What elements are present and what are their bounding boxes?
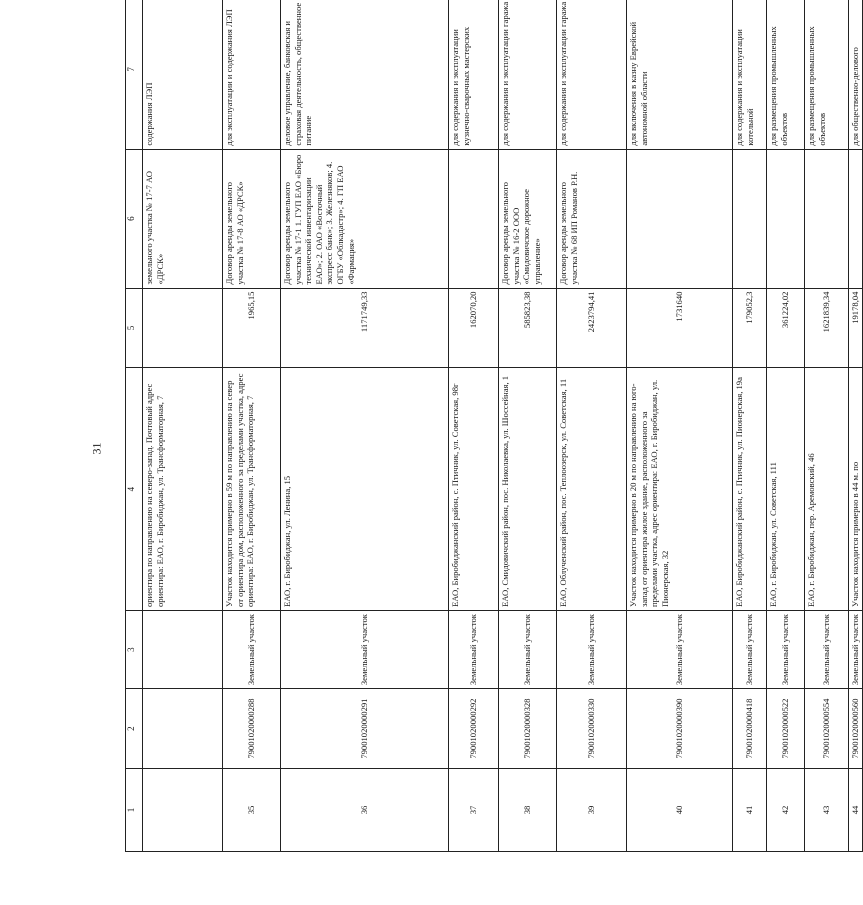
column-header: 4 (126, 368, 143, 611)
object-type: Земельный участок (849, 610, 863, 688)
document-cell (805, 149, 849, 288)
table-row (805, 0, 849, 852)
purpose-cell: для включения в казну Еврейской автономной области (627, 0, 733, 149)
document-cell: Договор аренды земельного участка № 17-8 АО «ДРСК» (223, 149, 281, 288)
area-value: 585823,38 (499, 288, 557, 368)
cadastral-number: 79001020000560 (849, 689, 863, 769)
cadastral-number: 79001020000291 (281, 689, 449, 769)
table-row (733, 0, 767, 852)
cadastral-number: 79001020000328 (499, 689, 557, 769)
purpose-cell: для содержания и эксплуатации гаража (499, 0, 557, 149)
cadastral-number (143, 689, 223, 769)
document-cell: Договор аренды земельного участка № 68 ИП Романов Р.Н. (557, 149, 627, 288)
row-number: 41 (733, 769, 767, 852)
cadastral-number: 79001020000390 (627, 689, 733, 769)
purpose-cell: для общественно-делового (849, 0, 863, 149)
purpose-cell: для размещения промышленных объектов (767, 0, 805, 149)
address-cell: Участок находится примерно в 44 м. по (849, 368, 863, 611)
table-row (223, 0, 281, 852)
document-cell: Договор аренды земельного участка № 16-2 ООО «Смидовичское дорожное управление» (499, 149, 557, 288)
document-cell (767, 149, 805, 288)
table-row (849, 0, 863, 852)
row-number: 35 (223, 769, 281, 852)
purpose-cell: для содержания и эксплуатации гаража (557, 0, 627, 149)
table-row (143, 0, 223, 852)
column-header: 6 (126, 149, 143, 288)
table-row (557, 0, 627, 852)
object-type: Земельный участок (627, 610, 733, 688)
area-value: 162070,20 (449, 288, 499, 368)
land-plot-registry-table (125, 0, 863, 852)
cadastral-number: 79001020000554 (805, 689, 849, 769)
object-type: Земельный участок (223, 610, 281, 688)
row-number (143, 769, 223, 852)
area-value: 1965,15 (223, 288, 281, 368)
page-number: 31 (89, 442, 104, 455)
object-type: Земельный участок (733, 610, 767, 688)
table-row (627, 0, 733, 852)
area-value (143, 288, 223, 368)
document-cell: Договор аренды земельного участка № 17-1 1. ГУП ЕАО «Бюро технической инвентаризации ЕАО»; 2. ОАО «Восточный экспресс банк»; 3. Железняков; 4. ОГБУ «Облкадастр»; 4. ГП ЕАО «Фармация» (281, 149, 449, 288)
address-cell: ЕАО, Биробиджанский район, с. Птичник, ул. Пионерская, 19а (733, 368, 767, 611)
area-value: 19178,04 (849, 288, 863, 368)
purpose-cell: для размещения промышленных объектов (805, 0, 849, 149)
row-number: 36 (281, 769, 449, 852)
area-value: 2423794,41 (557, 288, 627, 368)
object-type (143, 610, 223, 688)
registry-table-container (125, 0, 861, 880)
cadastral-number: 79001020000292 (449, 689, 499, 769)
purpose-cell: деловое управление, банковская и страховая деятельность, общественное питание (281, 0, 449, 149)
cadastral-number: 79001020000418 (733, 689, 767, 769)
object-type: Земельный участок (281, 610, 449, 688)
column-header: 3 (126, 610, 143, 688)
purpose-cell: для содержания и эксплуатации котельной (733, 0, 767, 149)
column-header: 2 (126, 689, 143, 769)
document-cell: земельного участка № 17-7 АО «ДРСК» (143, 149, 223, 288)
purpose-cell: содержания ЛЭП (143, 0, 223, 149)
row-number: 38 (499, 769, 557, 852)
object-type: Земельный участок (767, 610, 805, 688)
row-number: 42 (767, 769, 805, 852)
address-cell: ориентира по направлению на северо-запад. Почтовый адрес ориентира: ЕАО, г. Биробиджан, ул. Трансформаторная, 7 (143, 368, 223, 611)
row-number: 39 (557, 769, 627, 852)
object-type: Земельный участок (557, 610, 627, 688)
address-cell: ЕАО, Биробиджанский район, с. Птичник, ул. Советская, 98г (449, 368, 499, 611)
document-cell (627, 149, 733, 288)
column-header: 7 (126, 0, 143, 149)
row-number: 43 (805, 769, 849, 852)
table-row (281, 0, 449, 852)
object-type: Земельный участок (805, 610, 849, 688)
address-cell: ЕАО, г. Биробиджан, пер. Аремовский, 46 (805, 368, 849, 611)
object-type: Земельный участок (499, 610, 557, 688)
purpose-cell: для эксплуатации и содержания ЛЭП (223, 0, 281, 149)
column-header: 5 (126, 288, 143, 368)
area-value: 1171749,33 (281, 288, 449, 368)
document-cell (733, 149, 767, 288)
row-number: 44 (849, 769, 863, 852)
header-row (126, 0, 143, 852)
address-cell: ЕАО, Смидовичский район, пос. Николаевка, ул. Шоссейная, 1 (499, 368, 557, 611)
document-cell (849, 149, 863, 288)
row-number: 40 (627, 769, 733, 852)
cadastral-number: 79001020000288 (223, 689, 281, 769)
row-number: 37 (449, 769, 499, 852)
purpose-cell: для содержания и эксплуатации кузнечно-сварочных мастерских (449, 0, 499, 149)
address-cell: ЕАО, Облученский район, пос. Теплоозерск, ул. Советская, 11 (557, 368, 627, 611)
table-row (767, 0, 805, 852)
area-value: 1621839,34 (805, 288, 849, 368)
address-cell: Участок находится примерно в 59 м по направлению на север от ориентира дом, расположенного за пределами участка, адрес ориентира: ЕАО, г. Биробиджан, ул. Трансформаторная, 7 (223, 368, 281, 611)
area-value: 361224,02 (767, 288, 805, 368)
cadastral-number: 79001020000330 (557, 689, 627, 769)
area-value: 179052,3 (733, 288, 767, 368)
table-row (499, 0, 557, 852)
cadastral-number: 79001020000522 (767, 689, 805, 769)
document-cell (449, 149, 499, 288)
object-type: Земельный участок (449, 610, 499, 688)
address-cell: ЕАО, г. Биробиджан, ул. Ленина, 15 (281, 368, 449, 611)
column-header: 1 (126, 769, 143, 852)
address-cell: ЕАО, г. Биробиджан, ул. Советская, 111 (767, 368, 805, 611)
table-row (449, 0, 499, 852)
area-value: 1731640 (627, 288, 733, 368)
address-cell: Участок находится примерно в 20 м по направлению на юго-запад от ориентира жилое здание, расположенного за пределами участка, адрес ориентира: ЕАО, г. Биробиджан, ул. Пионерская, 32 (627, 368, 733, 611)
